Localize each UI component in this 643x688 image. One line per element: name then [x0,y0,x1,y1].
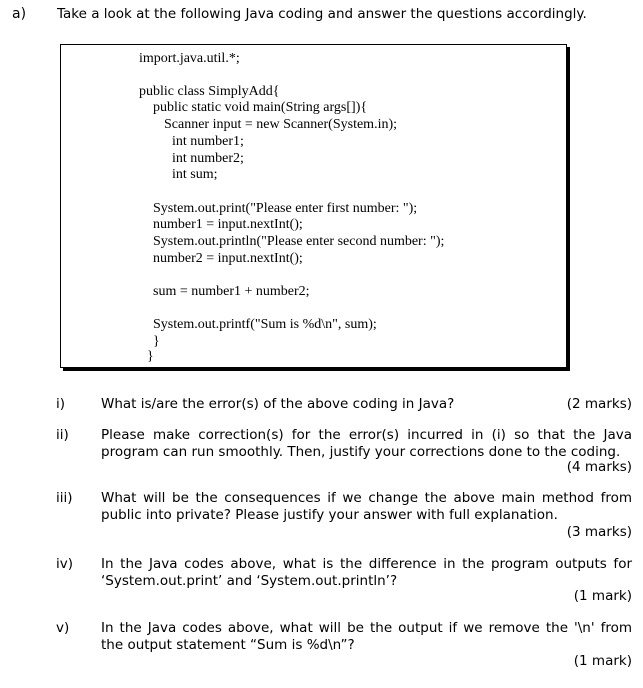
code-line: System.out.printf("Sum is %d\n", sum); [153,317,377,332]
code-line: System.out.println("Please enter second number: "); [153,234,445,249]
code-line: int number1; [172,134,244,149]
subquestion-text: In the Java codes above, what is the difference in the program outputs for ‘System.out.print’ and ‘System.out.println’? [101,556,632,589]
code-line: number1 = input.nextInt(); [153,217,303,232]
code-line: public class SimplyAdd{ [139,84,280,99]
code-line: } [153,334,160,349]
subquestion-number: i) [56,396,66,412]
subquestion-number: v) [56,620,70,636]
subquestion-marks: (3 marks) [566,524,632,540]
subquestion-number: iv) [56,556,74,572]
code-line: System.out.print("Please enter first number: "); [153,201,418,216]
code-line: import.java.util.*; [139,51,240,66]
subquestion-marks: (4 marks) [566,459,632,475]
question-intro: Take a look at the following Java coding and answer the questions accordingly. [57,6,587,22]
subquestion-marks: (1 mark) [573,588,632,604]
code-line: public static void main(String args[]){ [153,100,368,115]
subquestion-marks: (1 mark) [573,653,632,669]
subquestion-text: In the Java codes above, what will be the output if we remove the '\n' from the output statement “Sum is %d\n”? [101,620,632,653]
subquestion-marks: (2 marks) [566,396,632,412]
subquestion-number: ii) [56,427,69,443]
code-line: } [147,349,154,364]
subquestion-text: Please make correction(s) for the error(s) incurred in (i) so that the Java program can run smoothly. Then, justify your corrections done to the coding. [101,427,632,460]
subquestion-text: What will be the consequences if we change the above main method from public into private? Please justify your answer with full explanation. [101,490,632,523]
code-line: Scanner input = new Scanner(System.in); [164,117,398,132]
code-box [60,44,567,368]
code-line: number2 = input.nextInt(); [153,251,303,266]
question-label: a) [12,6,27,22]
subquestion-text: What is/are the error(s) of the above coding in Java? [101,396,455,412]
code-line: int number2; [172,151,244,166]
code-line: int sum; [172,167,218,182]
subquestion-number: iii) [56,490,73,506]
code-line: sum = number1 + number2; [153,284,310,299]
